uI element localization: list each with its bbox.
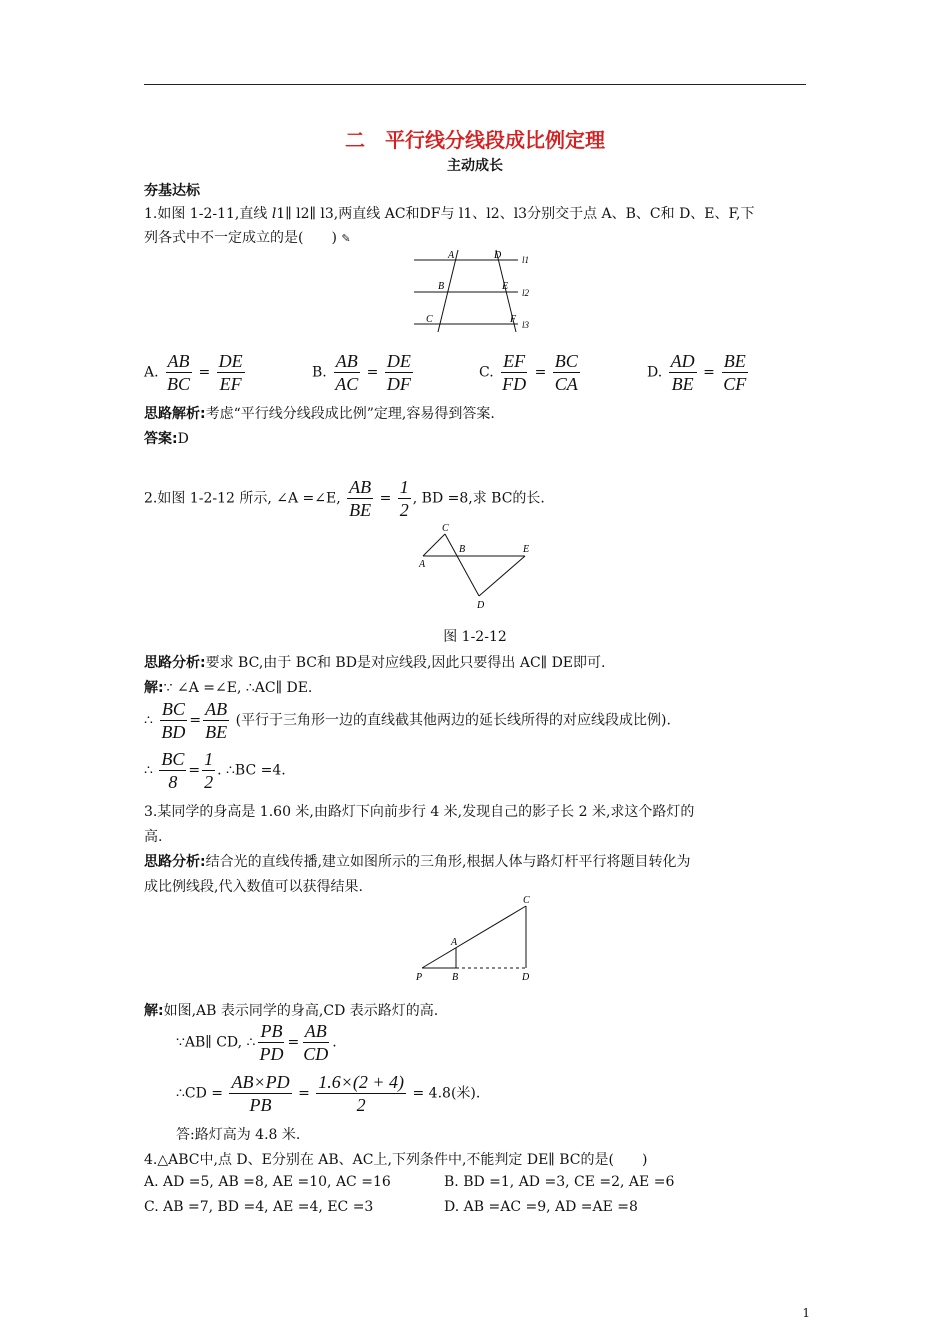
q3-solution-3: ∴CD = $\frac{AB\times PD}{PB}$ = $\frac{1.6\times(2 + 4)}{2}$ = 4.8(米). [176,1072,481,1115]
q2-question: 2.如图 1-2-12 所示, ∠A =∠E, $\frac{AB}{BE}$ = $\frac{1}{2}$ , BD =8,求 BC的长. [144,477,545,520]
q1-option-a: A. $\frac{AB}{BC}$ = $\frac{DE}{EF}$ [144,351,243,394]
fig1-label-l2: l2 [522,288,530,298]
q3-line-1: 3.某同学的身高是 1.60 米,由路灯下向前步行 4 米,发现自己的影子长 2 米,求这个路灯的 [144,804,695,820]
q2-figure [415,520,540,612]
q1-option-d: D. $\frac{AD}{BE}$ = $\frac{BE}{CF}$ [647,351,747,394]
fig1-label-l3: l3 [522,320,530,330]
fig3-label-b: B [452,972,459,983]
q2-solution-2: ∴ $\frac{BC}{BD}$ = $\frac{AB}{BE}$ (平行于三角形一边的直线截其他两边的延长线所得的对应线段成比例). [144,699,671,742]
page-title: 二 平行线分线段成比例定理 [345,128,605,152]
fig2-label-a: A [419,559,426,570]
q3-solution-2: ∵AB∥ CD, ∴ $\frac{PB}{PD}$ = $\frac{AB}{CD}$ . [176,1021,337,1064]
q1-figure [410,248,540,332]
fig3-label-c: C [523,895,530,906]
header-rule [144,84,806,85]
q2-solution-3: ∴ $\frac{BC}{8}$ = $\frac{1}{2}$ . ∴BC =4. [144,749,286,792]
fig1-label-d: D [494,250,502,261]
fig1-label-l1: l1 [522,255,530,265]
q3-solution-1: 解:如图,AB 表示同学的身高,CD 表示路灯的高. [144,1003,439,1019]
fig1-label-b: B [438,281,445,292]
page-number: 1 [802,1306,810,1320]
q1-answer: 答案:D [144,431,189,447]
mark-icon: ✎ [341,232,351,245]
fig3-label-p: P [416,972,423,983]
q3-figure [412,892,542,984]
q4-option-a: A. AD =5, AB =8, AE =10, AC =16 [144,1174,391,1190]
page-subtitle: 主动成长 [447,158,503,174]
fig1-label-c: C [426,314,433,325]
fig1-label-f: F [510,314,517,325]
q1-option-b: B. $\frac{AB}{AC}$ = $\frac{DE}{DF}$ [312,351,411,394]
q1-analysis: 思路解析:考虑“平行线分线段成比例”定理,容易得到答案. [144,406,495,422]
q1-option-c: C. $\frac{EF}{FD}$ = $\frac{BC}{CA}$ [479,351,578,394]
q3-line-2: 高. [144,829,163,845]
q1-line-1: 1.如图 1-2-11,直线 l1∥ l2∥ l3,两直线 AC和DF与 l1、l2、l3分别交于点 A、B、C和 D、E、F,下 [144,206,755,222]
fig2-label-b: B [459,544,466,555]
q1-line-2: 列各式中不一定成立的是( ) ✎ [144,230,351,246]
q4-question: 4.△ABC中,点 D、E分别在 AB、AC上,下列条件中,不能判定 DE∥ BC的是( ) [144,1152,648,1168]
fig3-label-a: A [451,937,458,948]
q2-figure-caption: 图 1-2-12 [443,629,507,645]
q4-option-c: C. AB =7, BD =4, AE =4, EC =3 [144,1199,374,1215]
q3-analysis-1: 思路分析:结合光的直线传播,建立如图所示的三角形,根据人体与路灯杆平行将题目转化为 [144,854,691,870]
section-heading: 夯基达标 [144,183,200,199]
fig2-label-d: D [477,600,485,611]
fig1-label-e: E [502,281,509,292]
fig1-label-a: A [448,250,455,261]
q3-answer: 答:路灯高为 4.8 米. [176,1127,301,1143]
fig2-label-e: E [523,544,530,555]
fig3-label-d: D [522,972,530,983]
q2-analysis: 思路分析:要求 BC,由于 BC和 BD是对应线段,因此只要得出 AC∥ DE即可. [144,655,606,671]
fig2-label-c: C [442,523,449,534]
q4-option-b: B. BD =1, AD =3, CE =2, AE =6 [444,1174,675,1190]
q2-solution-1: 解:∵ ∠A =∠E, ∴AC∥ DE. [144,680,313,696]
q3-analysis-2: 成比例线段,代入数值可以获得结果. [144,879,363,895]
q4-option-d: D. AB =AC =9, AD =AE =8 [444,1199,638,1215]
